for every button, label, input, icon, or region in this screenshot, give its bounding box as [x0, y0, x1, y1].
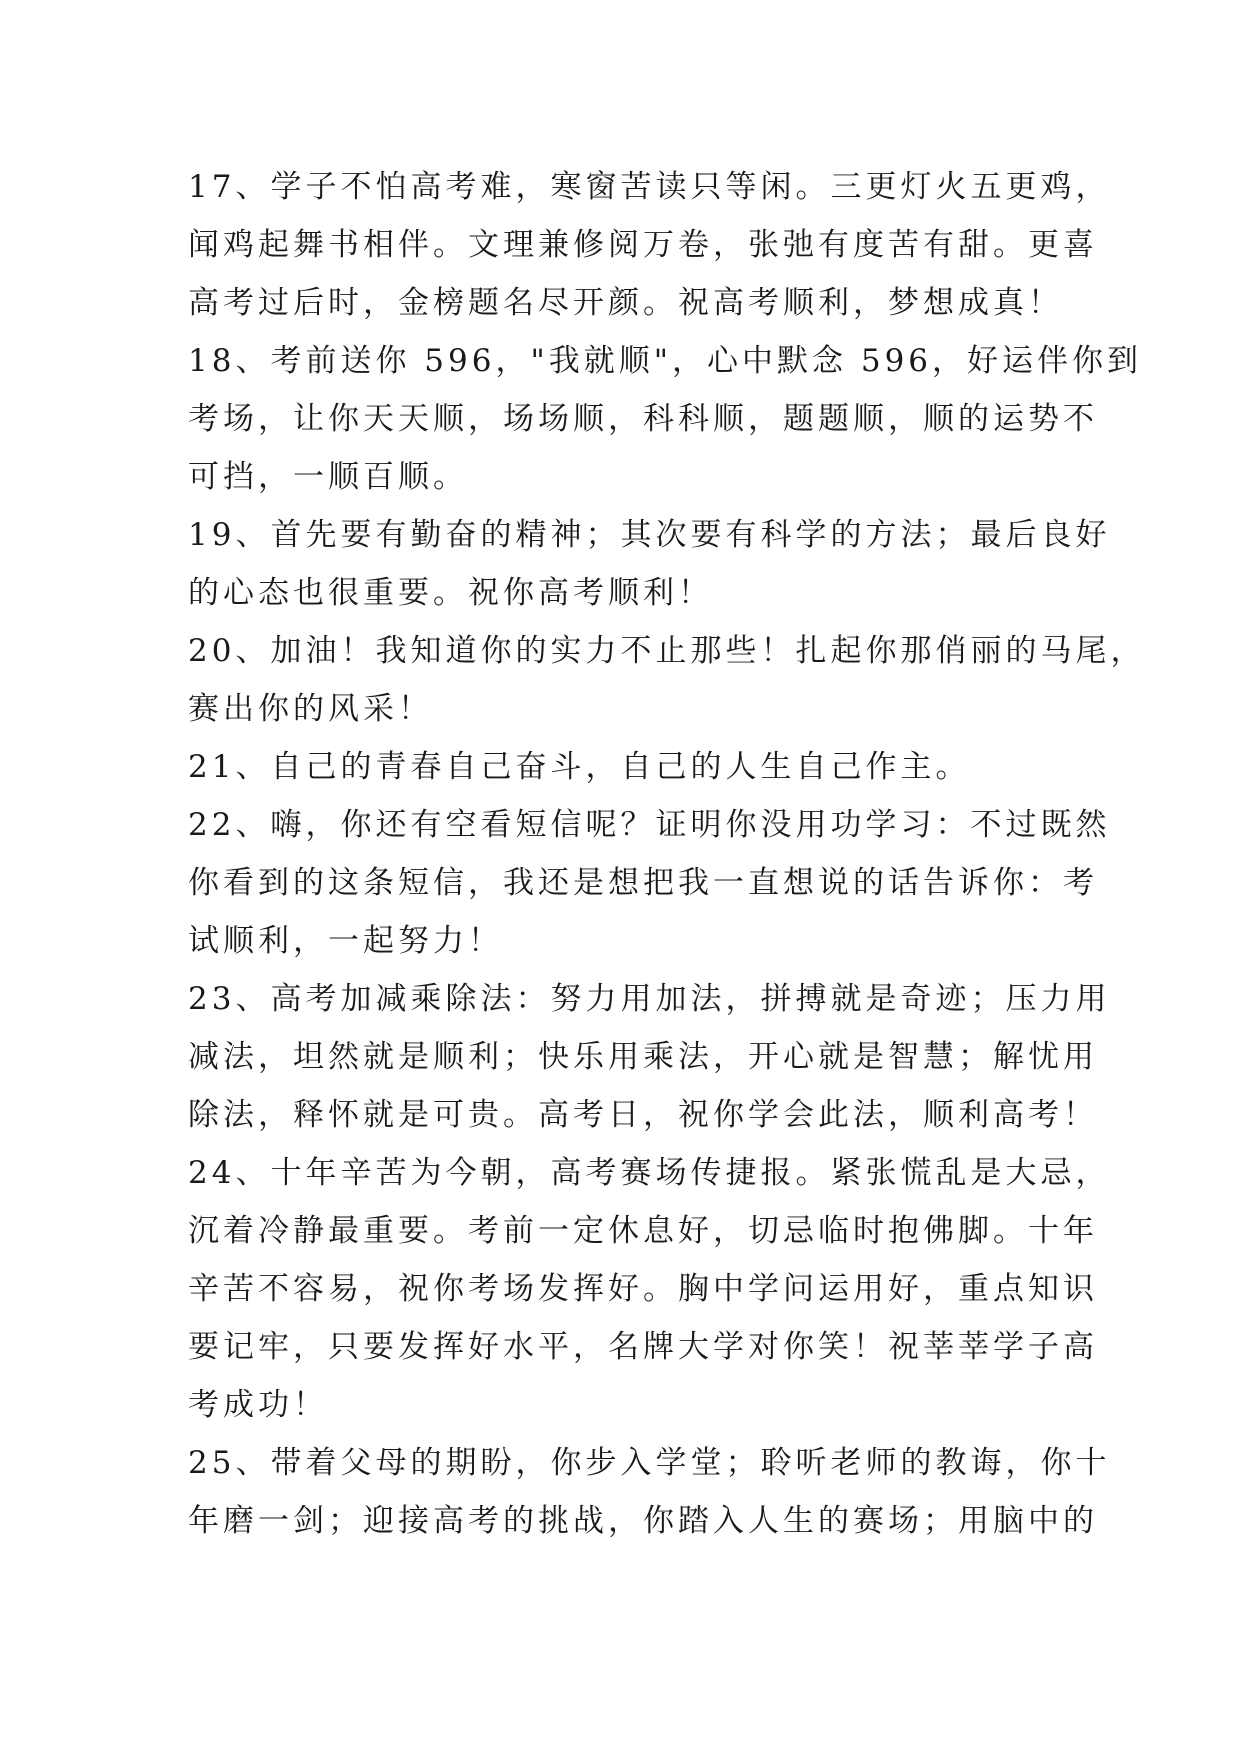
text-line: 25、带着父母的期盼，你步入学堂；聆听老师的教诲，你十: [188, 1445, 1111, 1481]
text-line: 考场，让你天天顺，场场顺，科科顺，题题顺，顺的运势不: [188, 401, 1098, 437]
text-line: 除法，释怀就是可贵。高考日，祝你学会此法，顺利高考！: [188, 1097, 1098, 1133]
text-line: 19、首先要有勤奋的精神；其次要有科学的方法；最后良好: [188, 517, 1111, 553]
text-line: 试顺利，一起努力！: [188, 923, 503, 959]
text-line: 你看到的这条短信，我还是想把我一直想说的话告诉你：考: [188, 865, 1098, 901]
text-line: 18、考前送你 596，"我就顺"，心中默念 596，好运伴你到: [188, 343, 1143, 379]
document-body: [188, 158, 1146, 1550]
text-line: 22、嗨，你还有空看短信呢？证明你没用功学习：不过既然: [188, 807, 1111, 843]
text-line: 23、高考加减乘除法：努力用加法，拼搏就是奇迹；压力用: [188, 981, 1111, 1017]
text-line: 减法，坦然就是顺利；快乐用乘法，开心就是智慧；解忧用: [188, 1039, 1098, 1075]
text-line: 考成功！: [188, 1387, 328, 1423]
text-line: 要记牢，只要发挥好水平，名牌大学对你笑！祝莘莘学子高: [188, 1329, 1098, 1365]
text-line: 21、自己的青春自己奋斗，自己的人生自己作主。: [188, 749, 971, 785]
text-line: 辛苦不容易，祝你考场发挥好。胸中学问运用好，重点知识: [188, 1271, 1098, 1307]
text-line: 可挡，一顺百顺。: [188, 459, 468, 495]
text-line: 的心态也很重要。祝你高考顺利！: [188, 575, 713, 611]
text-line: 沉着冷静最重要。考前一定休息好，切忌临时抱佛脚。十年: [188, 1213, 1098, 1249]
text-line: 闻鸡起舞书相伴。文理兼修阅万卷，张弛有度苦有甜。更喜: [188, 227, 1098, 263]
text-line: 高考过后时，金榜题名尽开颜。祝高考顺利，梦想成真！: [188, 285, 1063, 321]
text-line: 24、十年辛苦为今朝，高考赛场传捷报。紧张慌乱是大忌，: [188, 1155, 1111, 1191]
text-line: 赛出你的风采！: [188, 691, 433, 727]
text-line: 20、加油！我知道你的实力不止那些！扎起你那俏丽的马尾，: [188, 633, 1146, 669]
text-line: 年磨一剑；迎接高考的挑战，你踏入人生的赛场；用脑中的: [188, 1503, 1098, 1539]
text-line: 17、学子不怕高考难，寒窗苦读只等闲。三更灯火五更鸡，: [188, 169, 1111, 205]
